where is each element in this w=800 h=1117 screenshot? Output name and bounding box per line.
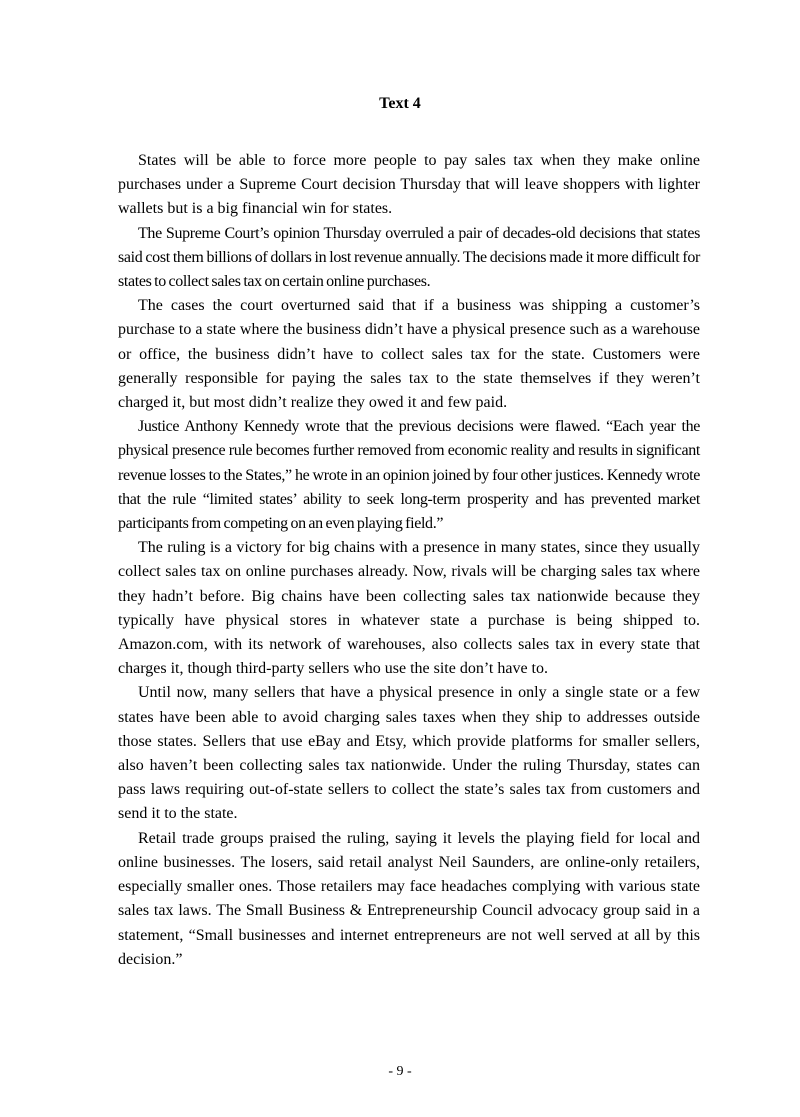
page-number: - 9 - <box>388 1064 412 1079</box>
paragraph-6: Until now, many sellers that have a physical presence in only a single state or a few states have been able to avoid charging sales taxes when they ship to addresses outside those states. Sellers that use eBay and Etsy, which provide platforms for smaller sellers, also haven’t been collecting sales tax nationwide. Under the ruling Thursday, states can pass laws requiring out-of-state sellers to collect the state’s sales tax from customers and send it to the state. <box>118 684 700 823</box>
paragraph-2: The Supreme Court’s opinion Thursday overruled a pair of decades-old decisions that states said cost them billions of dollars in lost revenue annually. The decisions made it more difficult for states to collect sales tax on certain online purchases. <box>118 224 700 291</box>
paragraph-4: Justice Anthony Kennedy wrote that the previous decisions were flawed. “Each year the physical presence rule becomes further removed from economic reality and results in significant revenue losses to the States,” he wrote in an opinion joined by four other justices. Kennedy wrote that the rule “limited states’ ability to seek long-term prosperity and has prevented market participants from competing on an even playing field.” <box>118 418 700 533</box>
paragraph-5: The ruling is a victory for big chains with a presence in many states, since they usually collect sales tax on online purchases already. Now, rivals will be charging sales tax where they hadn’t before. Big chains have been collecting sales tax nationwide because they typically have physical stores in whatever state a purchase is being shipped to. Amazon.com, with its network of warehouses, also collects sales tax in every state that charges it, though third-party sellers who use the site don’t have to. <box>118 539 700 678</box>
paragraph-1: States will be able to force more people to pay sales tax when they make online purchases under a Supreme Court decision Thursday that will leave shoppers with lighter wallets but is a big financial win for states. <box>118 152 700 218</box>
article-body <box>118 149 700 972</box>
paragraph-3: The cases the court overturned said that if a business was shipping a customer’s purchase to a state where the business didn’t have a physical presence such as a warehouse or office, the business didn’t have to collect sales tax for the state. Customers were generally responsible for paying the sales tax to the state themselves if they weren’t charged it, but most didn’t realize they owed it and few paid. <box>118 297 700 412</box>
page-title: Text 4 <box>379 95 421 112</box>
paragraph-7: Retail trade groups praised the ruling, saying it levels the playing field for local and online businesses. The losers, said retail analyst Neil Saunders, are online-only retailers, especially smaller ones. Those retailers may face headaches complying with various state sales tax laws. The Small Business & Entrepreneurship Council advocacy group said in a statement, “Small businesses and internet entrepreneurs are not well served at all by this decision.” <box>118 829 700 968</box>
